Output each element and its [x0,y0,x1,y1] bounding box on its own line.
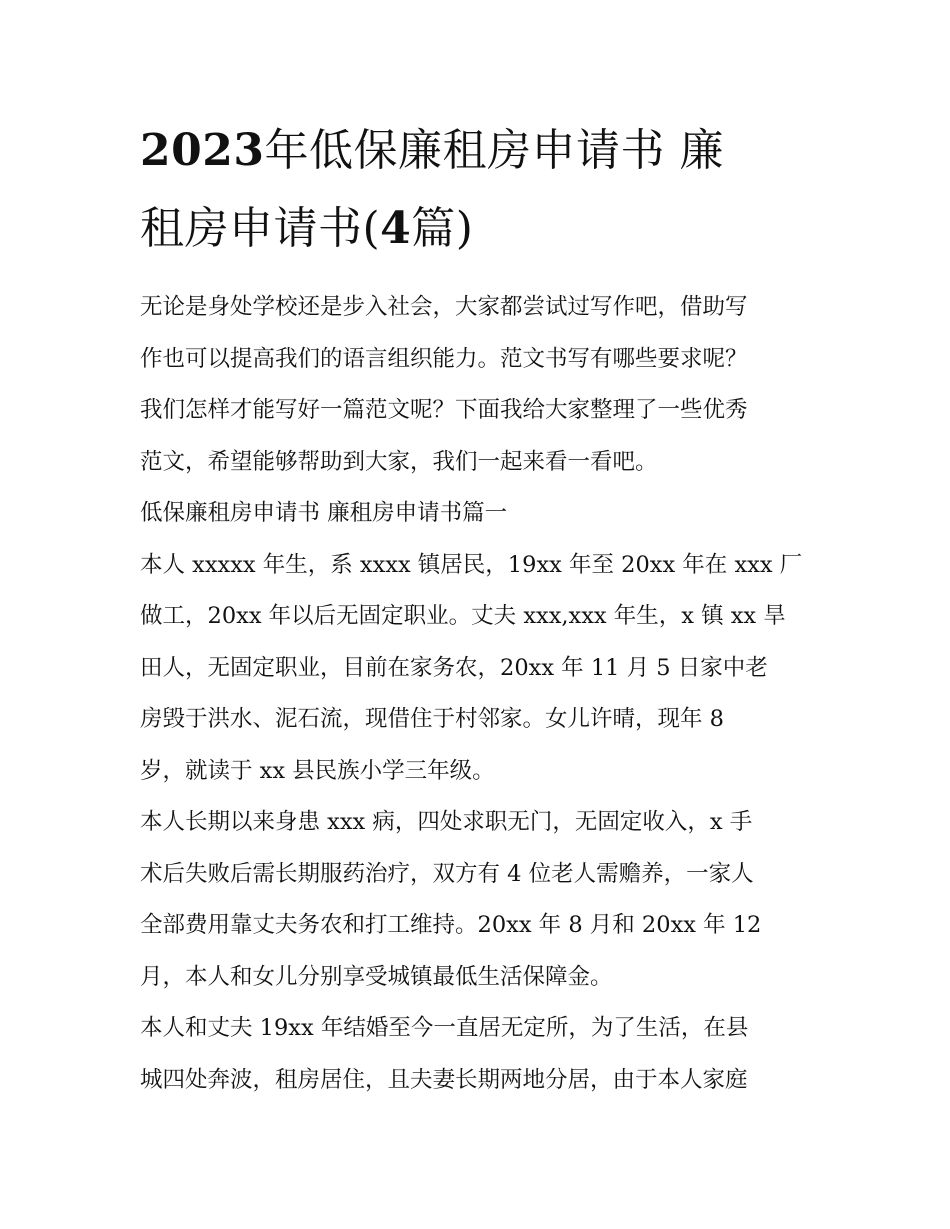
text-line: 作也可以提高我们的语言组织能力。范文书写有哪些要求呢？ [140,345,748,372]
text-line: 无论是身处学校还是步入社会，大家都尝试过写作吧，借助写 [140,294,748,320]
title-line-1: 2023年低保廉租房申请书 廉 [140,125,724,176]
text-line: 术后失败后需长期服药治疗，双方有 4 位老人需赡养，一家人 [140,860,754,887]
section-heading: 低保廉租房申请书 廉租房申请书篇一 [140,500,508,526]
text-line: 范文，希望能够帮助到大家，我们一起来看一看吧。 [140,448,658,475]
text-line: 岁，就读于 xx 县民族小学三年级。 [140,757,495,784]
text-line: 本人长期以来身患 xxx 病，四处求职无门，无固定收入，x 手 [140,809,753,835]
text-line: 本人和丈夫 19xx 年结婚至今一直居无定所，为了生活，在县 [140,1015,749,1041]
text-line: 城四处奔波，租房居住，且夫妻长期两地分居，由于本人家庭 [140,1066,748,1093]
document-title [140,112,812,268]
document-body [140,282,812,1106]
text-line: 月，本人和女儿分别享受城镇最低生活保障金。 [140,963,613,990]
text-line: 田人，无固定职业，目前在家务农，20xx 年 11 月 5 日家中老 [140,654,768,681]
title-line-2: 租房申请书(4篇) [140,203,474,254]
text-line: 房毁于洪水、泥石流，现借住于村邻家。女儿许晴，现年 8 [140,706,724,732]
text-line: 我们怎样才能写好一篇范文呢？下面我给大家整理了一些优秀 [140,397,748,423]
text-line: 做工，20xx 年以后无固定职业。丈夫 xxx,xxx 年生，x 镇 xx 旱 [140,603,786,629]
text-line: 本人 xxxxx 年生，系 xxxx 镇居民，19xx 年至 20xx 年在 xxx 厂 [140,551,803,578]
text-line: 全部费用靠丈夫务农和打工维持。20xx 年 8 月和 20xx 年 12 [140,912,762,938]
